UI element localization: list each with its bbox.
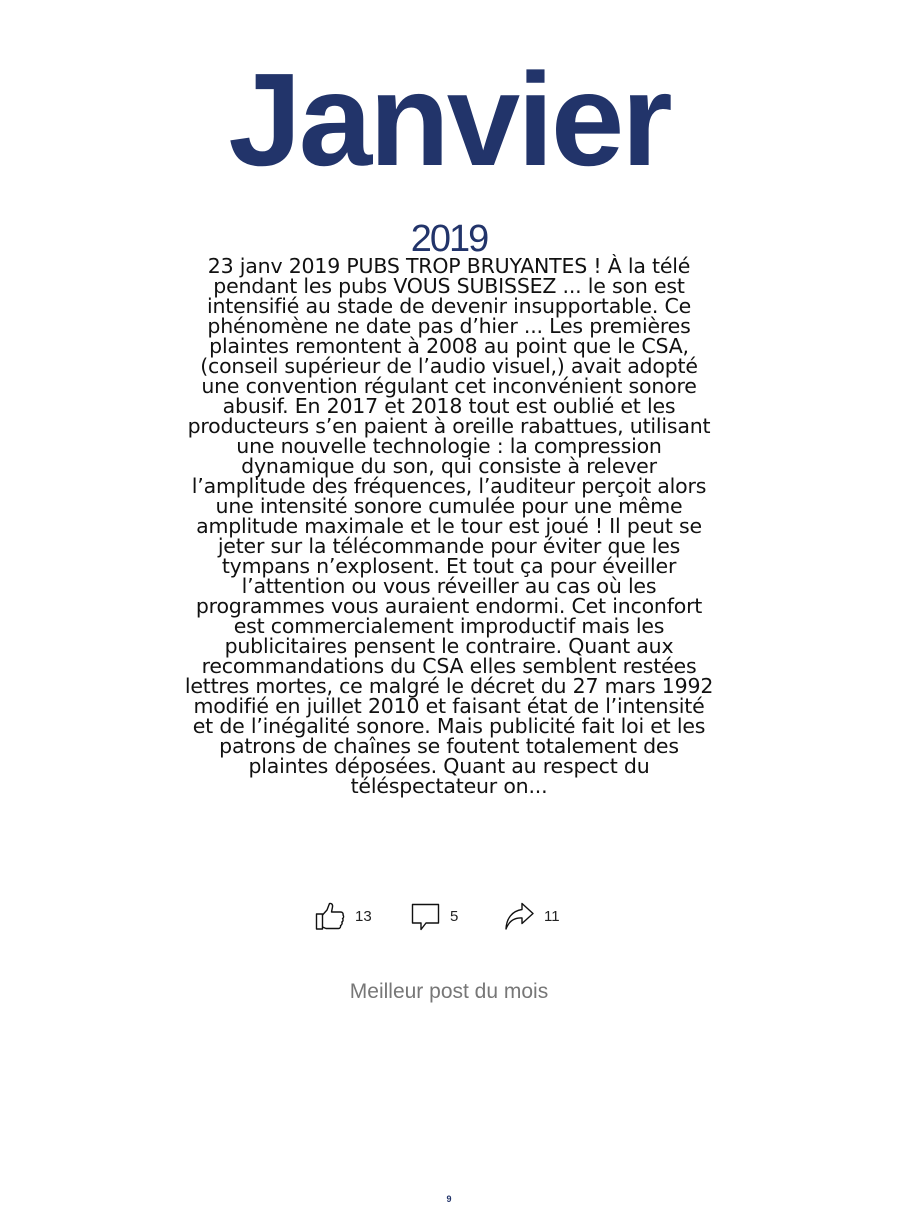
year-label: 2019 — [410, 218, 488, 260]
shares-count: 11 — [544, 907, 560, 925]
shares-button[interactable] — [503, 898, 560, 934]
likes-button[interactable] — [314, 898, 372, 934]
page-number: 9 — [446, 1194, 452, 1204]
comment-icon — [409, 900, 441, 932]
post-body: 23 janv 2019 PUBS TROP BRUYANTES ! À la télé pendant les pubs VOUS SUBISSEZ ... le son est intensifié au stade de devenir insupportable. Ce phénomène ne date pas d’hier ... Les premières plaintes remontent à 2008 au point que le CSA, (conseil supérieur de l’audio visuel,) avait adopté une convention régulant cet inconvénient sonore abusif. En 2017 et 2018 tout est oublié et les producteurs s’en paient à oreille rabattues, utilisant une nouvelle technologie : la compression dynamique du son, qui consiste à relever l’amplitude des fréquences, l’auditeur perçoit alors une intensité sonore cumulée pour une même amplitude maximale et le tour est joué ! Il peut se jeter sur la télécommande pour éviter que les tympans n’explosent. Et tout ça pour éveiller l’attention ou vous réveiller au cas où les programmes vous auraient endormi. Cet inconfort est commercialement improductif mais les publicitaires pensent le contraire. Quant aux recommandations du CSA elles semblent restées lettres mortes, ce malgré le décret du 27 mars 1992 modifié en juillet 2010 et faisant état de l’intensité et de l’inégalité sonore. Mais publicité fait loi et les patrons de chaînes se foutent totalement des plaintes déposées. Quant au respect du téléspectateur on... — [184, 254, 714, 798]
share-icon — [503, 900, 535, 932]
post-stats — [0, 898, 898, 934]
thumbs-up-icon — [314, 900, 346, 932]
comments-button[interactable] — [409, 898, 458, 934]
comments-count: 5 — [450, 907, 459, 925]
likes-count: 13 — [355, 907, 372, 925]
best-post-label: Meilleur post du mois — [349, 980, 549, 1003]
month-title: Janvier — [228, 46, 670, 193]
